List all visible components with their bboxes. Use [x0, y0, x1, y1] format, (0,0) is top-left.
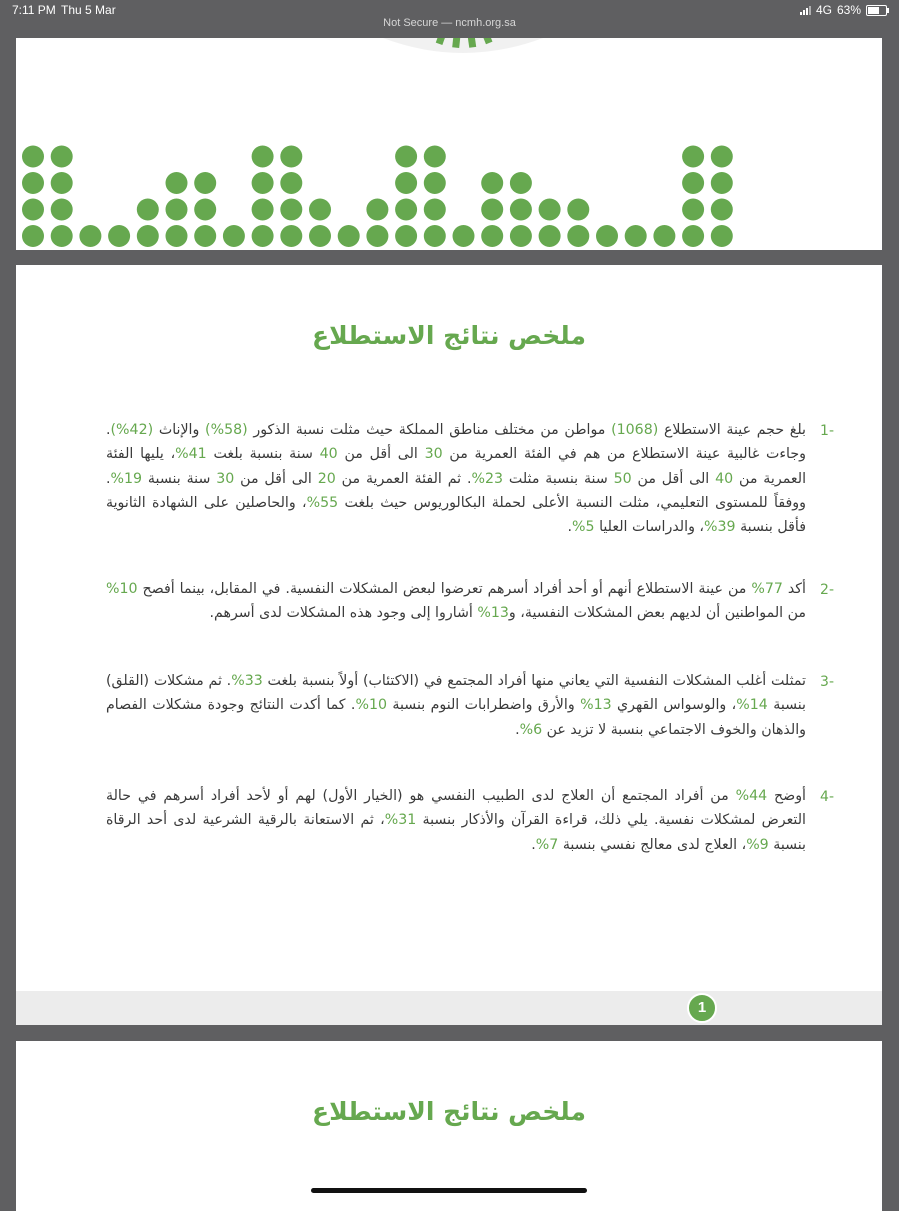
decorative-dot	[252, 172, 274, 194]
text-run: من أفراد المجتمع أن العلاج لدى الطبيب النفسي هو (الخيار الأول) لهم أو لأحد أفراد أسرهم في حالة التعرض لمشكلات نفسية. يلي ذلك، قراءة القرآن والأذكار بنسبة	[106, 788, 806, 829]
decorative-dot	[539, 199, 561, 221]
text-run: . وجاءت غالبية عينة الاستطلاع من هم في الفئة العمرية من	[106, 422, 806, 463]
decorative-dot	[22, 199, 44, 221]
arc-segment	[439, 38, 443, 44]
decorative-dot	[280, 225, 302, 247]
result-paragraph-4	[106, 784, 834, 857]
highlighted-value: 40	[319, 446, 338, 463]
highlighted-value: 13%	[580, 697, 612, 714]
highlighted-value: 41%	[175, 446, 207, 463]
decorative-dot	[51, 146, 73, 168]
decorative-dot	[166, 172, 188, 194]
decorative-dot	[424, 146, 446, 168]
decorative-dot	[395, 146, 417, 168]
address-bar[interactable]: Not Secure — ncmh.org.sa	[383, 17, 516, 29]
decorative-dot	[711, 225, 733, 247]
result-paragraph-3	[106, 669, 834, 742]
text-run: من عينة الاستطلاع أنهم أو أحد أفراد أسرهم تعرضوا لبعض المشكلات النفسية. في المقابل، بينما أفصح	[137, 581, 752, 597]
text-run: والإناث	[153, 422, 206, 438]
text-run: الى أقل من	[234, 470, 318, 487]
highlighted-value: 13%	[477, 605, 509, 622]
decorative-dot	[395, 199, 417, 221]
status-time: 7:11 PM	[12, 3, 56, 17]
text-run: أوضح	[767, 788, 806, 804]
text-run: أكد	[782, 581, 806, 597]
highlighted-value: 10%	[106, 581, 138, 597]
arc-segment	[471, 38, 473, 47]
decorative-dot	[194, 199, 216, 221]
text-run: الى أقل من	[631, 470, 716, 487]
paragraph-number: -4	[820, 789, 834, 805]
decorative-dot	[567, 199, 589, 221]
highlighted-value: 9%	[746, 836, 769, 853]
next-page-title: ملخص نتائج الاستطلاع	[312, 1097, 586, 1126]
decorative-dot	[51, 199, 73, 221]
decorative-dot	[682, 172, 704, 194]
text-run: أشاروا إلى وجود هذه المشكلات لدى أسرهم.	[209, 605, 478, 622]
decorative-dot	[395, 225, 417, 247]
text-run: سنة بنسبة مثلت	[503, 470, 614, 487]
decorative-dot	[252, 146, 274, 168]
decorative-dot	[653, 225, 675, 247]
text-run: . ثم الفئة العمرية من	[335, 470, 472, 487]
paragraph-number: -3	[820, 674, 834, 690]
paragraph-text	[106, 422, 806, 535]
decorative-dot	[252, 225, 274, 247]
text-run: سنة بنسبة	[142, 470, 217, 487]
result-paragraph-1	[106, 418, 834, 539]
decorative-dot	[79, 225, 101, 247]
decorative-dot	[166, 225, 188, 247]
decorative-dot	[424, 225, 446, 247]
decorative-dot	[51, 172, 73, 194]
decorative-dot	[510, 199, 532, 221]
page-title: ملخص نتائج الاستطلاع	[312, 321, 586, 350]
text-run: ، ثم الاستعانة بالرقية الشرعية لدى أحد الرقاة بنسبة	[106, 812, 806, 853]
text-run: ، يليها الفئة العمرية من	[106, 446, 807, 487]
page-number-badge: 1	[687, 993, 717, 1023]
highlighted-value: 39%	[704, 519, 736, 536]
text-run: من المواطنين أن لديهم بعض المشكلات النفسية، و	[508, 605, 806, 622]
decorative-dot	[309, 199, 331, 221]
text-run: مواطن من مختلف مناطق المملكة حيث مثلت نسبة الذكور	[247, 422, 612, 438]
highlighted-value: 40	[715, 470, 734, 487]
highlighted-value: 50	[613, 470, 632, 487]
text-run: والأرق واضطرابات النوم بنسبة	[387, 697, 581, 714]
highlighted-value: 6%	[519, 721, 543, 738]
status-bar	[0, 0, 899, 38]
home-indicator[interactable]	[311, 1188, 587, 1193]
decorative-dot	[481, 225, 503, 247]
result-paragraph-2	[106, 577, 834, 626]
highlighted-value: 30	[216, 470, 235, 487]
text-run: .	[567, 519, 573, 536]
decorative-dot	[22, 225, 44, 247]
decorative-dot	[338, 225, 360, 247]
page-footer	[16, 991, 882, 1025]
paragraph-number: -1	[820, 423, 834, 439]
battery-percent: 63%	[836, 3, 861, 17]
decorative-dot	[539, 225, 561, 247]
network-type: 4G	[815, 3, 832, 17]
paragraph-number: -2	[820, 582, 834, 598]
decorative-dot	[711, 199, 733, 221]
decorative-dot	[481, 172, 503, 194]
decorative-dot	[366, 225, 388, 247]
text-run: بلغ حجم عينة الاستطلاع	[658, 422, 806, 438]
highlighted-value: (1068)	[611, 422, 659, 438]
decorative-dot	[194, 172, 216, 194]
highlighted-value: 7%	[535, 836, 559, 853]
arc-segment	[485, 38, 489, 43]
decorative-dot	[481, 199, 503, 221]
paragraph-text	[106, 788, 806, 853]
summary-page	[16, 265, 882, 1025]
decorative-dot	[309, 225, 331, 247]
highlighted-value: 14%	[736, 697, 768, 714]
next-page-card	[16, 1041, 882, 1211]
decorative-dot	[510, 225, 532, 247]
decorative-dot	[395, 172, 417, 194]
highlighted-value: 44%	[735, 788, 768, 804]
highlighted-value: (42%)	[110, 422, 154, 438]
highlighted-value: 5%	[572, 519, 595, 536]
decorative-dot	[510, 172, 532, 194]
decorative-dot	[424, 199, 446, 221]
decorative-dot	[280, 172, 302, 194]
highlighted-value: 31%	[384, 812, 417, 829]
highlighted-value: 23%	[471, 470, 504, 487]
decorative-dot	[596, 225, 618, 247]
decorative-dot	[194, 225, 216, 247]
highlighted-value: 77%	[751, 581, 783, 597]
status-indicators	[800, 3, 887, 17]
decorative-dot	[711, 146, 733, 168]
decorative-dot	[567, 225, 589, 247]
decorative-dot	[453, 225, 475, 247]
text-run: تمثلت أغلب المشكلات النفسية التي يعاني منها أفراد المجتمع في (الاكتئاب) أولاً بنسبة بلغت	[262, 673, 806, 689]
highlighted-value: 10%	[355, 697, 387, 714]
text-run: الى أقل من	[337, 446, 425, 463]
text-run: ، العلاج لدى معالج نفسي بنسبة	[558, 836, 747, 853]
decorative-dot	[711, 172, 733, 194]
highlighted-value: 55%	[306, 494, 339, 511]
text-run: .	[531, 836, 536, 853]
text-run: ، والوسواس القهري	[611, 697, 737, 714]
text-run: . ثم مشكلات (القلق) بنسبة	[106, 673, 806, 714]
status-date: Thu 5 Mar	[61, 3, 116, 17]
highlighted-value: 19%	[110, 470, 143, 487]
decorative-dot	[137, 225, 159, 247]
text-run: .	[515, 721, 520, 738]
decorative-dot	[625, 225, 647, 247]
highlighted-value: 20	[317, 470, 336, 487]
decorative-dot	[137, 199, 159, 221]
page-top-card	[16, 38, 882, 250]
decorative-dot	[22, 146, 44, 168]
text-run: . ووفقاً للمستوى التعليمي، مثلت النسبة الأعلى لحملة البكالوريوس حيث بلغت	[106, 470, 807, 511]
text-run: ، والدراسات العليا	[594, 519, 705, 536]
text-run: سنة بنسبة بلغت	[206, 446, 320, 463]
decorative-dot	[682, 199, 704, 221]
highlighted-value: 33%	[231, 673, 263, 689]
decorative-dot	[280, 199, 302, 221]
highlighted-value: (58%)	[205, 422, 248, 438]
paragraph-text	[106, 673, 806, 738]
paragraph-text	[106, 581, 806, 621]
decorative-dot	[166, 199, 188, 221]
arc-segment	[456, 38, 457, 48]
highlighted-value: 30	[424, 446, 443, 463]
decorative-dot	[51, 225, 73, 247]
cellular-signal-icon	[800, 5, 811, 15]
battery-level	[868, 7, 879, 14]
arc-shadow	[383, 38, 543, 53]
battery-icon	[866, 5, 887, 16]
decorative-dot	[223, 225, 245, 247]
decorative-dot	[424, 172, 446, 194]
decorative-dot	[280, 146, 302, 168]
decorative-dot	[252, 199, 274, 221]
text-run: ، والحاصلين على الشهادة الثانوية فأقل بنسبة	[106, 494, 806, 536]
decorative-dot-chart	[16, 38, 882, 250]
decorative-dot	[108, 225, 130, 247]
decorative-dot	[22, 172, 44, 194]
decorative-dot	[682, 225, 704, 247]
decorative-dot	[366, 199, 388, 221]
text-run: . كما أكدت النتائج وجودة مشكلات الفصام والذهان والخوف الاجتماعي بنسبة لا تزيد عن	[106, 697, 806, 738]
decorative-dot	[682, 146, 704, 168]
